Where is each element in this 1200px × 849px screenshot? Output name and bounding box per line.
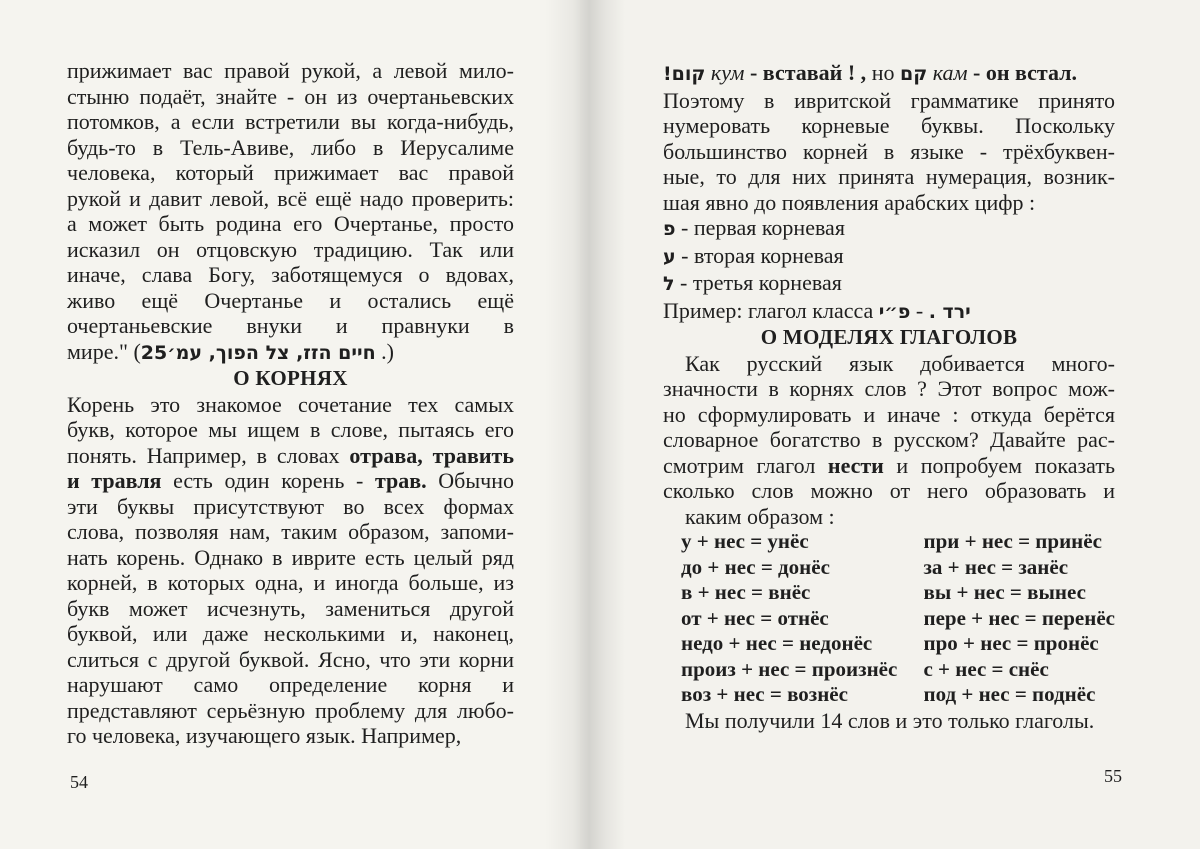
table-row <box>663 606 1115 632</box>
text-line: значности в корнях слов ? Этот вопрос мож- <box>663 376 1115 401</box>
root-letter-label: - вторая корневая <box>675 242 844 268</box>
text-line: Поэтому в ивритской грамматике принято <box>663 87 1115 113</box>
translit-kum: кум <box>710 60 745 85</box>
word-form-left: у + нес = унёс <box>681 529 809 553</box>
text-fragment: Обычно <box>426 468 514 493</box>
text-line: слова, позволяя нам, таким образом, запоми- <box>67 519 514 544</box>
word-form-left: произ + нес = произнёс <box>681 656 898 681</box>
table-row <box>663 529 1115 555</box>
text-line: словарное богатство в русском? Давайте рас- <box>663 427 1115 452</box>
text-fragment: понять. Например, в словах <box>67 442 340 468</box>
text-line: корней, в которых одна, и иногда больше, из <box>67 570 514 595</box>
right-page-text <box>663 60 1115 733</box>
table-row <box>663 682 1115 708</box>
table-row <box>663 555 1115 581</box>
word-form-right: с + нес = снёс <box>923 656 1049 681</box>
text-line: букв может исчезнуть, замениться другой <box>67 595 514 621</box>
translit-kam: кам <box>932 60 968 85</box>
example-dash: - <box>910 297 929 323</box>
text-line: нать корень. Однако в иврите есть целый ряд <box>67 544 514 570</box>
word-form-left: в + нес = внёс <box>681 580 811 604</box>
text-line: а может быть родина его Очертанье, просто <box>67 211 514 236</box>
word-form-right: при + нес = принёс <box>923 529 1102 553</box>
section-heading-roots: О КОРНЯХ <box>233 366 348 390</box>
text-line: нарушают само определение корня и <box>67 672 514 697</box>
text-line: каким образом : <box>685 503 835 529</box>
word-form-right: про + нес = пронёс <box>923 631 1099 655</box>
example-prefix: Пример: глагол класса <box>663 297 879 323</box>
text-line <box>67 468 514 494</box>
verb-nesti: нести <box>827 452 884 478</box>
root-letter-row <box>663 215 1115 243</box>
text-line: Как русский язык добивается много- <box>685 350 1115 376</box>
word-form-right: пере + нес = перенёс <box>923 605 1115 630</box>
root-letter-ayin: ע <box>663 245 676 268</box>
text-line: будь-то в Тель-Авиве, либо в Иерусалиме <box>67 134 514 160</box>
text-fragment: есть один корень - <box>161 468 375 493</box>
table-row <box>663 631 1115 657</box>
text-line: иначе, слава Богу, заботящемуся о вдовах, <box>67 262 514 287</box>
table-row <box>663 580 1115 606</box>
text-line: очертаньевские внуки и правнуки в <box>67 313 514 338</box>
text-line: букв, которое мы ищем в слове, пытаясь его <box>67 417 514 442</box>
page-number-right: 55 <box>1104 766 1122 786</box>
text-fragment: и попробуем показать <box>883 452 1115 478</box>
root-letter-label: - первая корневая <box>675 215 845 240</box>
text-fragment: смотрим глагол <box>663 452 828 478</box>
word-form-left: от + нес = отнёс <box>681 605 829 630</box>
root-letter-lamed: ל <box>663 273 675 295</box>
root-letter-row <box>663 243 1115 271</box>
text-fragment: но <box>866 60 900 85</box>
text-line: потомков, а если встретили вы когда-нибудь, <box>67 109 514 134</box>
quote-end-suffix: .) <box>375 338 394 364</box>
text-line: прижимает вас правой рукой, а левой мило- <box>67 58 514 83</box>
example-line <box>663 298 1115 326</box>
word-form-left: воз + нес = вознёс <box>681 682 848 706</box>
text-line <box>663 453 1115 479</box>
text-line: стыню подаёт, знайте - он из очертаньевских <box>67 83 514 109</box>
text-line: Корень это знакомое сочетание тех самых <box>67 391 514 417</box>
left-page-text <box>67 58 514 749</box>
word-forms-table <box>663 529 1115 708</box>
example-root: трав. <box>374 468 427 493</box>
page-number-left: 54 <box>70 772 88 792</box>
hebrew-kam-past: קם <box>899 63 928 85</box>
root-letter-label: - третья корневая <box>674 270 842 295</box>
quote-source-hebrew: חיים הזז, צל הפוך, עמ׳25 <box>140 341 376 364</box>
text-line: человека, который прижимает вас правой <box>67 160 514 185</box>
text-line: эти буквы присутствуют во всех формах <box>67 493 514 519</box>
text-line: но сформулировать и иначе : откуда берётся <box>663 401 1115 427</box>
text-line: живо ещё Очертанье и остались ещё <box>67 287 514 313</box>
text-line: большинство корней в языке - трёхбуквен- <box>663 138 1115 164</box>
root-letter-row <box>663 270 1115 298</box>
text-line: слиться с другой буквой. Ясно, что эти корни <box>67 646 514 672</box>
table-row <box>663 657 1115 683</box>
root-letter-pe: פ <box>663 218 676 240</box>
example-class-hebrew: פ״י <box>878 300 911 323</box>
gloss-kum: - вставай ! , <box>744 60 867 85</box>
word-form-left: недо + нес = недонёс <box>681 631 873 655</box>
example-word-travlya: и травля <box>67 468 162 493</box>
word-form-right: за + нес = занёс <box>923 554 1069 579</box>
quote-end-line <box>67 339 514 367</box>
text-line: нумеровать корневые буквы. Поскольку <box>663 113 1115 138</box>
closing-line: Мы получили 14 слов и это только глаголы. <box>685 707 1095 733</box>
hebrew-kum-imperative: קום! <box>663 63 706 85</box>
text-line <box>67 443 514 469</box>
text-line-kum <box>663 60 1115 88</box>
text-line: буквой, или даже несколькими и, наконец, <box>67 621 514 646</box>
text-line: представляют серьёзную проблему для любо- <box>67 697 514 723</box>
gloss-kam: - он встал. <box>967 60 1078 85</box>
word-form-left: до + нес = донёс <box>681 554 830 579</box>
quote-end-text: мире." ( <box>67 338 141 364</box>
text-line: рукой и давит левой, всё ещё надо проверить: <box>67 185 514 211</box>
text-line: ные, то для них принята нумерация, возник- <box>663 164 1115 189</box>
text-line: сколько слов можно от него образовать и <box>663 478 1115 503</box>
example-words: отрава, травить <box>349 442 514 468</box>
text-line: го человека, изучающего язык. Например, <box>67 723 462 748</box>
example-root-hebrew: ירד . <box>928 300 971 323</box>
section-heading-verb-models: О МОДЕЛЯХ ГЛАГОЛОВ <box>760 325 1018 349</box>
text-line: исказил он отцовскую традицию. Так или <box>67 236 514 262</box>
word-form-right: под + нес = поднёс <box>923 682 1096 706</box>
word-form-right: вы + нес = вынес <box>923 580 1086 604</box>
text-line: шая явно до появления арабских цифр : <box>663 189 1036 215</box>
